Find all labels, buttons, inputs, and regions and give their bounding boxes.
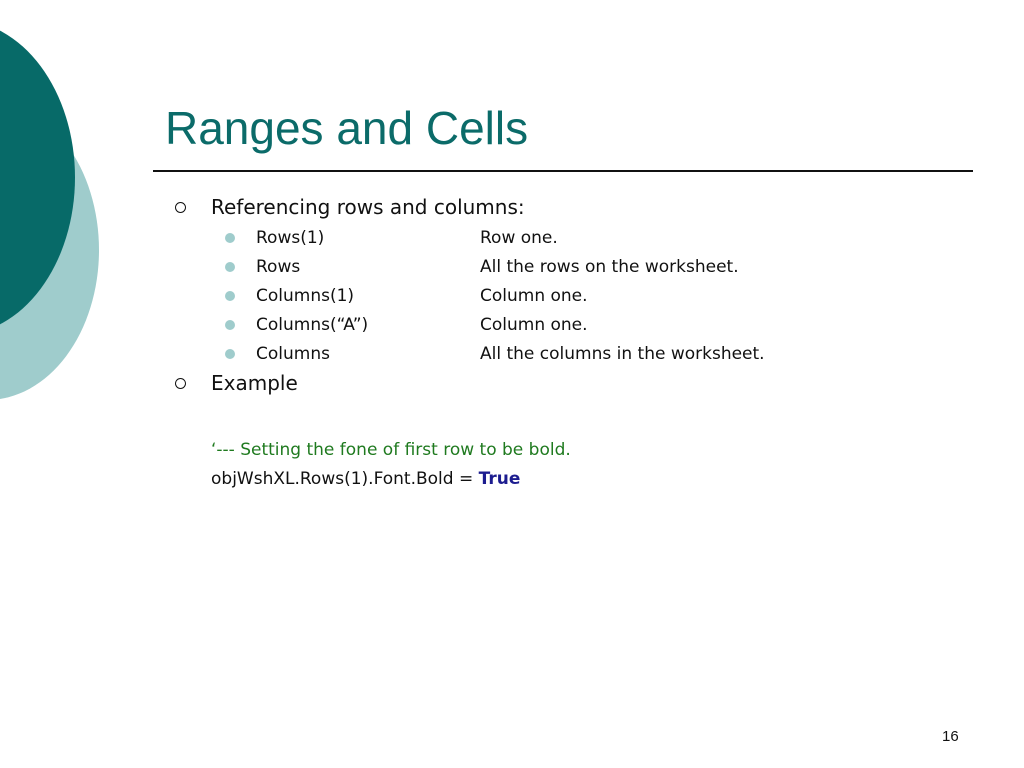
hollow-circle-bullet-icon [175, 202, 186, 213]
item-description: Column one. [480, 286, 588, 306]
bullet-referencing: Referencing rows and columns: [211, 195, 525, 219]
dot-bullet-icon [225, 262, 235, 272]
code-statement: objWshXL.Rows(1).Font.Bold = [211, 469, 479, 489]
slide-title: Ranges and Cells [165, 102, 529, 154]
dot-bullet-icon [225, 233, 235, 243]
dot-bullet-icon [225, 291, 235, 301]
dot-bullet-icon [225, 349, 235, 359]
code-keyword: True [478, 469, 521, 489]
code-comment: ‘--- Setting the fone of first row to be bold. [211, 440, 571, 460]
item-description: All the rows on the worksheet. [480, 257, 739, 277]
page-number: 16 [942, 728, 959, 745]
item-term: Rows [256, 257, 301, 277]
code-line [211, 468, 520, 490]
item-term: Columns(“A”) [256, 315, 369, 335]
dot-bullet-icon [225, 320, 235, 330]
bullet-example: Example [211, 371, 298, 395]
hollow-circle-bullet-icon [175, 378, 186, 389]
item-description: All the columns in the worksheet. [480, 344, 765, 364]
item-description: Column one. [480, 315, 588, 335]
title-divider [153, 170, 973, 172]
item-term: Columns(1) [256, 286, 355, 306]
item-term: Columns [256, 344, 330, 364]
item-term: Rows(1) [256, 228, 325, 248]
item-description: Row one. [480, 228, 558, 248]
